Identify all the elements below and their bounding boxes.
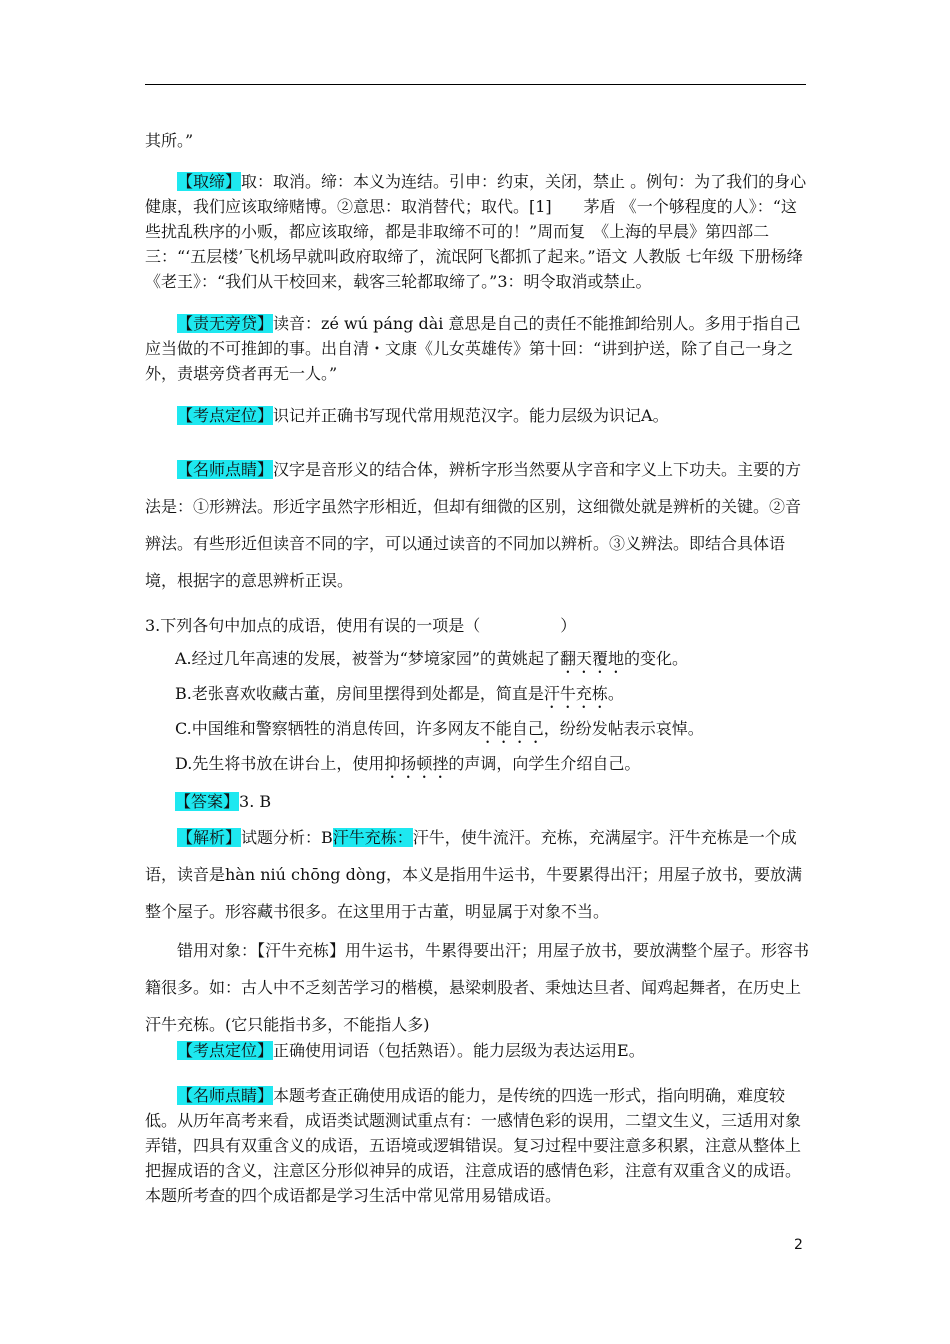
question-stem: 3.下列各句中加点的成语，使用有误的一项是（ ） (145, 616, 577, 635)
header-rule (145, 84, 806, 85)
dotted-idiom: 抑扬顿挫 (384, 754, 449, 773)
entry-text: 读音：zé wú páng dài 意思是自己的责任不能推卸给别人。多用于指自己应当做的不可推卸的事。出自清・文康《儿女英雄传》第十回：“讲到护送，除了自己一身之外，责堪旁贷者再无一人。” (145, 314, 801, 383)
jiexi-text: 汗牛，使牛流汗。充栋，充满屋宇。汗牛充栋是一个成语，读音是hàn niú chōng dòng，本义是指用牛运书，牛要累得出汗；用屋子放书，要放满整个屋子。形容藏书很多。在这里用于古董，明显属于对象不当。 (145, 828, 803, 921)
option-b: B.老张喜欢收藏古董，房间里摆得到处都是，简直是汗牛充栋。 (175, 684, 624, 703)
answer-tag: 【答案】 (175, 792, 240, 811)
cuoyong: 错用对象：【汗牛充栋】用牛运书，牛累得要出汗；用屋子放书，要放满整个屋子。形容书籍很多。如：古人中不乏刻苦学习的楷模，悬梁刺股者、秉烛达旦者、闻鸡起舞者，在历史上汗牛充栋。(它只能指书多，不能指人多) (145, 941, 810, 1034)
mingshi-tag: 【名师点睛】 (177, 460, 274, 479)
entry-text: 取：取消。缔：本义为连结。引申：约束，关闭，禁止 。例句：为了我们的身心健康，我们应该取缔赌博。②意思：取消替代；取代。[1] 茅盾 《一个够程度的人》：“这些扰乱秩序的小贩，都应该取缔，都是非取缔不可的！”周而复 《上海的早晨》第四部二三：“‘五层楼’飞机场早就叫政府取缔了，流氓阿飞都抓了起来。”语文 人教版 七年级 下册杨绛《老王》：“我们从干校回来，载客三轮都取缔了。”3：明令取消或禁止。 (145, 172, 807, 291)
option-c: C.中国维和警察牺牲的消息传回，许多网友不能自己，纷纷发帖表示哀悼。 (175, 719, 704, 738)
entry-quxiao (145, 169, 810, 294)
dotted-idiom: 翻天覆地 (560, 649, 625, 668)
answer-text: 3. B (239, 792, 272, 811)
kaodian-tag: 【考点定位】 (177, 406, 274, 425)
page-number: 2 (794, 1237, 803, 1253)
jiexi-tag: 【解析】 (177, 828, 242, 847)
dotted-idiom: 不能自己 (479, 719, 544, 738)
answer (175, 791, 271, 813)
entry-tag: 【责无旁贷】 (177, 314, 274, 333)
entry-zewupangdai (145, 311, 810, 386)
mingshi-1 (145, 451, 810, 599)
mingshi-text: 汉字是音形义的结合体，辨析字形当然要从字音和字义上下功夫。主要的方法是：①形辨法。形近字虽然字形相近，但却有细微的区别，这细微处就是辨析的关键。②音辨法。有些形近但读音不同的字，可以通过读音的不同加以辨析。③义辨法。即结合具体语境，根据字的意思辨析正误。 (145, 460, 802, 590)
entry-tag: 【取缔】 (177, 172, 242, 191)
option-a: A.经过几年高速的发展，被誉为“梦境家园”的黄姚起了翻天覆地的变化。 (175, 649, 689, 668)
mingshi-2 (145, 1083, 810, 1208)
dotted-idiom: 汗牛充栋 (543, 684, 608, 703)
jiexi-idiom: 汗牛充栋： (332, 828, 413, 847)
mingshi-tag: 【名师点睛】 (177, 1086, 274, 1105)
continuation-text: 其所。” (145, 131, 194, 150)
kaodian-2 (145, 1038, 810, 1063)
kaodian-text: 识记并正确书写现代常用规范汉字。能力层级为识记A。 (273, 406, 669, 425)
kaodian-text: 正确使用词语（包括熟语）。能力层级为表达运用E。 (273, 1041, 645, 1060)
option-d: D.先生将书放在讲台上，使用抑扬顿挫的声调，向学生介绍自己。 (175, 754, 641, 773)
kaodian-1 (145, 403, 810, 428)
jiexi: 【解析】试题分析：B汗牛充栋：汗牛，使牛流汗。充栋，充满屋宇。汗牛充栋是一个成语，读音是hàn niú chōng dòng，本义是指用牛运书，牛要累得出汗；用屋子放书，要放满整个屋子。形容藏书很多。在这里用于古董，明显属于对象不当。 (145, 828, 803, 921)
mingshi-text: 本题考查正确使用成语的能力，是传统的四选一形式，指向明确，难度较低。从历年高考来看，成语类试题测试重点有：一感情色彩的误用，二望文生义，三适用对象弄错，四具有双重含义的成语，五语境或逻辑错误。复习过程中要注意多积累，注意从整体上把握成语的含义，注意区分形似神异的成语，注意成语的感情色彩，注意有双重含义的成语。本题所考查的四个成语都是学习生活中常见常用易错成语。 (145, 1086, 802, 1205)
kaodian-tag: 【考点定位】 (177, 1041, 274, 1060)
